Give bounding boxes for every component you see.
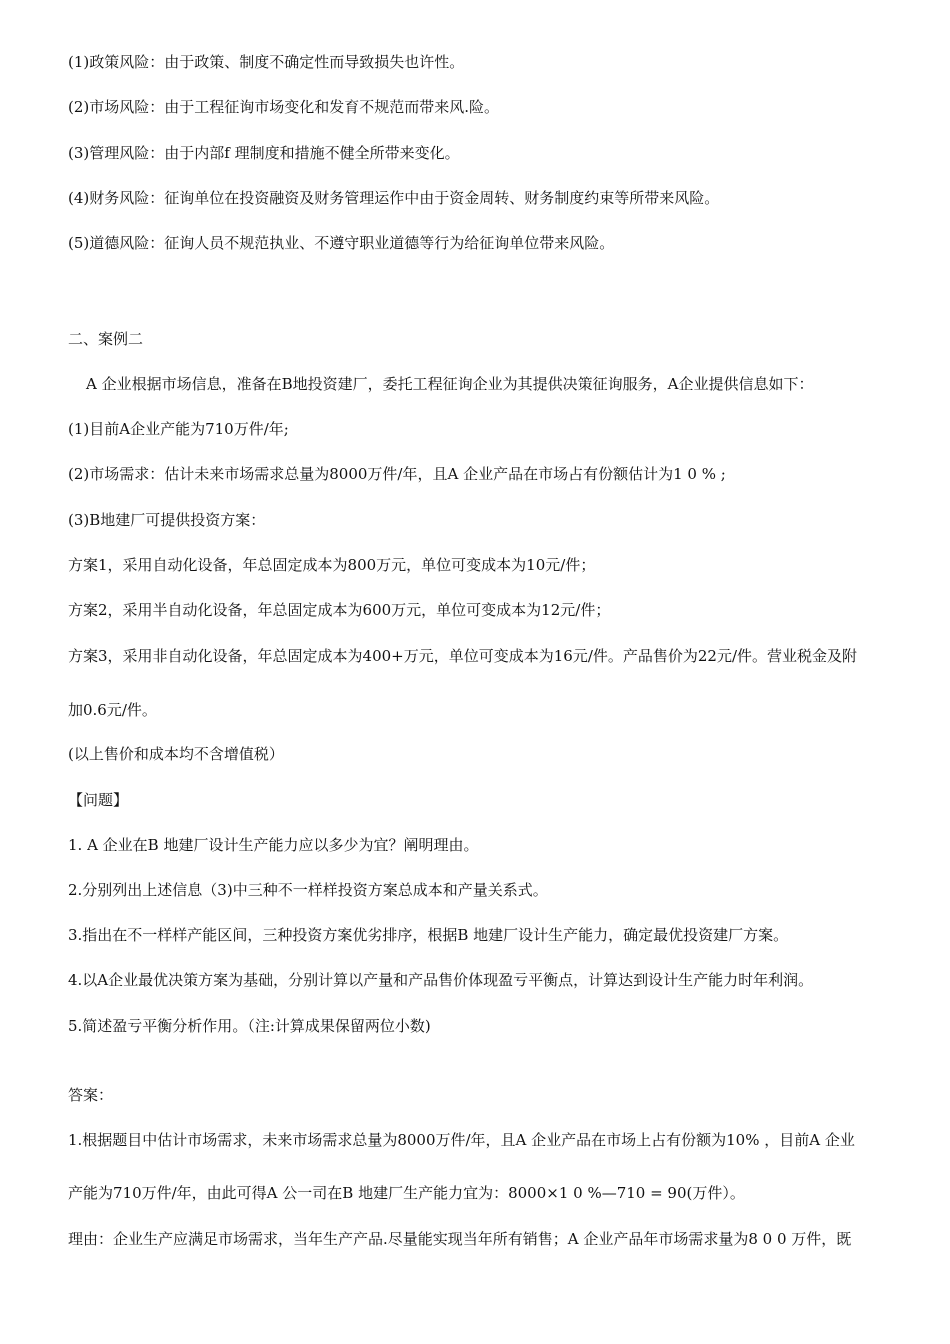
risk-item-2: (2)市场风险：由于工程征询市场变化和发育不规范而带来风.险。 — [68, 98, 500, 116]
case2-intro: A 企业根据市场信息，准备在B地投资建厂，委托工程征询企业为其提供决策征询服务，A企业提供信息如下： — [86, 375, 814, 393]
case2-heading: 二、案例二 — [68, 330, 144, 348]
question-1: 1. A 企业在B 地建厂设计生产能力应以多少为宜？阐明理由。 — [68, 836, 479, 854]
question-heading: 【问题】 — [68, 791, 129, 809]
plan-2: 方案2，采用半自动化设备，年总固定成本为600万元，单位可变成本为12元/件； — [68, 601, 611, 619]
plan-1: 方案1，采用自动化设备，年总固定成本为800万元，单位可变成本为10元/件； — [68, 556, 596, 574]
question-3: 3.指出在不一样样产能区间，三种投资方案优劣排序，根据B 地建厂设计生产能力，确定最优投资建厂方案。 — [68, 926, 789, 944]
answer-line-3: 理由：企业生产应满足市场需求，当年生产产品.尽量能实现当年所有销售；A 企业产品年市场需求量为8 0 0 万件，既 — [68, 1230, 852, 1248]
tax-note: (以上售价和成本均不含增值税） — [68, 745, 284, 763]
risk-item-5: (5)道德风险：征询人员不规范执业、不遵守职业道德等行为给征询单位带来风险。 — [68, 234, 615, 252]
info-item-1: (1)目前A企业产能为710万件/年; — [68, 420, 289, 438]
plan-3: 方案3，采用非自动化设备，年总固定成本为400+万元，单位可变成本为16元/件。产品售价为22元/件。营业税金及附 — [68, 647, 858, 665]
risk-item-4: (4)财务风险：征询单位在投资融资及财务管理运作中由于资金周转、财务制度约束等所带来风险。 — [68, 189, 720, 207]
question-2: 2.分别列出上述信息（3)中三种不一样样投资方案总成本和产量关系式。 — [68, 881, 548, 899]
answer-heading: 答案： — [68, 1086, 114, 1104]
risk-item-1: (1)政策风险：由于政策、制度不确定性而导致损失也许性。 — [68, 53, 465, 71]
answer-line-1: 1.根据题目中估计市场需求，未来市场需求总量为8000万件/年，且A 企业产品在市场上占有份额为10% ，目前A 企业 — [68, 1131, 855, 1149]
info-item-3: (3)B地建厂可提供投资方案： — [68, 511, 266, 529]
info-item-2: (2)市场需求：估计未来市场需求总量为8000万件/年，且A 企业产品在市场占有份额估计为1 0 % ; — [68, 465, 726, 483]
question-5: 5.简述盈亏平衡分析作用。（注:计算成果保留两位小数) — [68, 1017, 431, 1035]
risk-item-3: (3)管理风险：由于内部f 理制度和措施不健全所带来变化。 — [68, 144, 460, 162]
plan-3-continued: 加0.6元/件。 — [68, 701, 157, 719]
answer-line-2: 产能为710万件/年，由此可得A 公一司在B 地建厂生产能力宜为：8000×1 0 %—710 = 90(万件）。 — [68, 1184, 745, 1202]
question-4: 4.以A企业最优决策方案为基础，分别计算以产量和产品售价体现盈亏平衡点，计算达到设计生产能力时年利润。 — [68, 971, 814, 989]
